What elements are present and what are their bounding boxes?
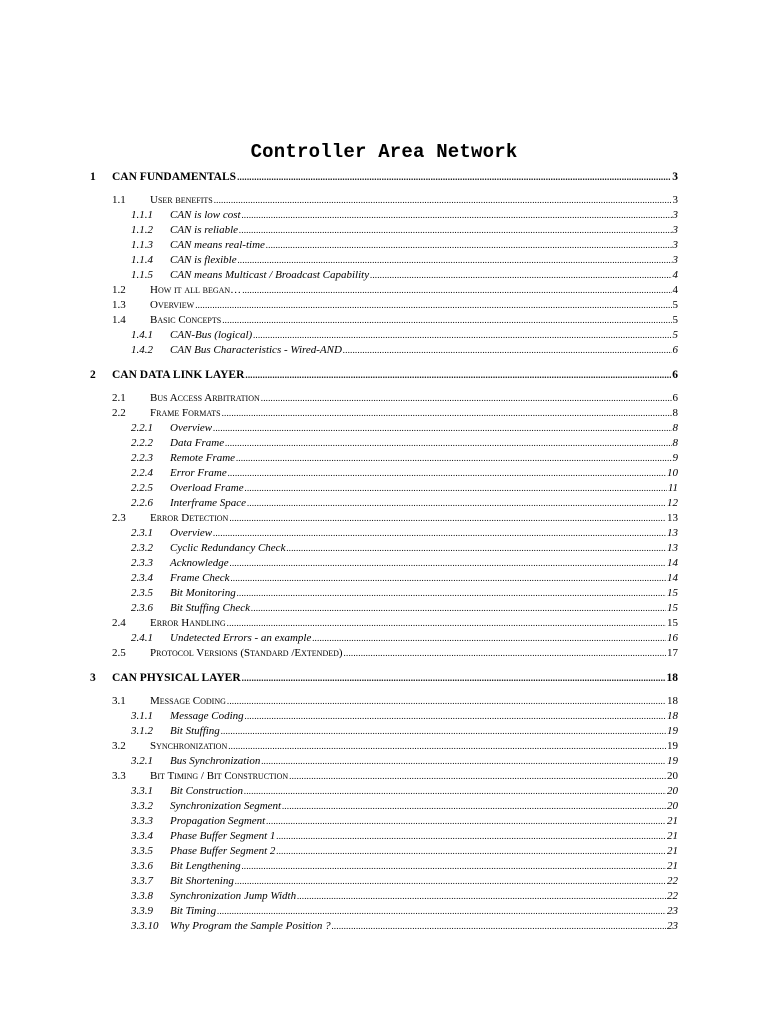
toc-entry-line	[150, 616, 678, 631]
toc-entry-level-3[interactable]	[0, 451, 768, 466]
toc-entry-title[interactable]: Phase Buffer Segment 1	[170, 830, 276, 842]
toc-dot-leader	[213, 421, 671, 436]
toc-entry-number: 3.3.9	[131, 905, 153, 917]
toc-dot-leader	[276, 829, 666, 844]
toc-entry-line	[170, 874, 678, 889]
toc-entry-number: 2.2.3	[131, 452, 153, 464]
toc-page-number: 11	[667, 482, 678, 494]
toc-entry-level-2[interactable]	[0, 298, 768, 313]
toc-entry-level-3[interactable]	[0, 466, 768, 481]
toc-entry-line	[150, 511, 678, 526]
toc-entry-number: 1.2	[112, 284, 126, 296]
toc-page-number: 22	[667, 875, 678, 887]
toc-page-number: 3	[672, 194, 678, 206]
toc-dot-leader	[245, 709, 666, 724]
toc-entry-title[interactable]: Acknowledge	[170, 557, 229, 569]
toc-entry-line	[150, 391, 678, 406]
toc-entry-line	[150, 298, 678, 313]
toc-entry-number: 3.1.1	[131, 710, 153, 722]
toc-entry-line	[170, 709, 678, 724]
toc-entry-line	[170, 814, 678, 829]
toc-dot-leader	[370, 268, 671, 283]
toc-entry-number: 2.2.4	[131, 467, 153, 479]
toc-page-number: 21	[667, 830, 678, 842]
toc-entry-line	[150, 769, 678, 784]
toc-entry-number: 1.1.4	[131, 254, 153, 266]
toc-entry-level-3[interactable]	[0, 724, 768, 739]
toc-dot-leader	[237, 170, 671, 185]
toc-entry-level-3[interactable]	[0, 844, 768, 859]
toc-entry-line	[170, 799, 678, 814]
toc-entry-title[interactable]: Bit Construction	[170, 785, 244, 797]
toc-page-number: 18	[667, 710, 678, 722]
toc-page-number: 21	[667, 815, 678, 827]
toc-entry-line	[112, 170, 678, 185]
toc-entry-title[interactable]: Phase Buffer Segment 2	[170, 845, 276, 857]
toc-page-number: 3	[672, 171, 678, 183]
toc-dot-leader	[235, 874, 666, 889]
toc-page-number: 20	[667, 770, 678, 782]
toc-page-number: 15	[667, 602, 678, 614]
toc-entry-level-3[interactable]	[0, 238, 768, 253]
toc-dot-leader	[239, 223, 671, 238]
toc-entry-line	[170, 268, 678, 283]
toc-entry-line	[150, 694, 678, 709]
toc-dot-leader	[242, 859, 666, 874]
toc-entry-number: 3.1	[112, 695, 126, 707]
toc-entry-line	[170, 343, 678, 358]
toc-entry-level-2[interactable]	[0, 646, 768, 661]
toc-entry-line	[150, 283, 678, 298]
toc-entry-line	[170, 571, 678, 586]
toc-entry-level-1[interactable]	[0, 170, 768, 185]
toc-entry-line	[150, 406, 678, 421]
toc-entry-level-3[interactable]	[0, 571, 768, 586]
toc-entry-line	[170, 631, 678, 646]
toc-entry-number: 3.1.2	[131, 725, 153, 737]
toc-entry-title[interactable]: Bus Synchronization	[170, 755, 261, 767]
toc-entry-level-3[interactable]	[0, 754, 768, 769]
toc-entry-line	[170, 481, 678, 496]
toc-entry-level-1[interactable]	[0, 671, 768, 686]
toc-entry-number: 1.3	[112, 299, 126, 311]
toc-dot-leader	[222, 313, 671, 328]
toc-entry-title[interactable]: How it all began…	[150, 284, 242, 296]
toc-entry-level-3[interactable]	[0, 208, 768, 223]
toc-entry-number: 3	[90, 672, 96, 684]
toc-dot-leader	[253, 328, 671, 343]
toc-entry-number: 3.3.3	[131, 815, 153, 827]
toc-dot-leader	[245, 481, 667, 496]
toc-entry-level-3[interactable]	[0, 268, 768, 283]
toc-entry-line	[170, 541, 678, 556]
toc-entry-level-3[interactable]	[0, 709, 768, 724]
toc-entry-line	[170, 601, 678, 616]
toc-entry-line	[170, 208, 678, 223]
toc-dot-leader	[238, 253, 672, 268]
toc-entry-number: 1.4.2	[131, 344, 153, 356]
toc-page-number: 16	[667, 632, 678, 644]
toc-entry-line	[170, 253, 678, 268]
toc-entry-number: 1.1.5	[131, 269, 153, 281]
toc-entry-number: 2.2.1	[131, 422, 153, 434]
toc-entry-line	[150, 739, 678, 754]
toc-entry-level-3[interactable]	[0, 829, 768, 844]
toc-entry-number: 2.4	[112, 617, 126, 629]
toc-page-number: 4	[672, 269, 678, 281]
toc-entry-title[interactable]: Bit Stuffing	[170, 725, 220, 737]
toc-dot-leader	[251, 601, 666, 616]
toc-page-number: 3	[672, 224, 678, 236]
toc-entry-title[interactable]: Cyclic Redundancy Check	[170, 542, 286, 554]
toc-dot-leader	[195, 298, 671, 313]
toc-entry-line	[170, 328, 678, 343]
toc-entry-level-3[interactable]	[0, 481, 768, 496]
toc-page-number: 22	[667, 890, 678, 902]
toc-entry-level-2[interactable]	[0, 391, 768, 406]
toc-dot-leader	[231, 571, 666, 586]
toc-entry-line	[150, 646, 678, 661]
toc-entry-title[interactable]: Error Frame	[170, 467, 227, 479]
toc-page-number: 21	[667, 860, 678, 872]
toc-page-number: 21	[667, 845, 678, 857]
toc-entry-line	[170, 421, 678, 436]
toc-entry-number: 1.1	[112, 194, 126, 206]
toc-dot-leader	[261, 391, 672, 406]
toc-entry-line	[170, 754, 678, 769]
toc-entry-number: 2.3.2	[131, 542, 153, 554]
toc-dot-leader	[332, 919, 666, 934]
toc-entry-title[interactable]: Overview	[170, 422, 213, 434]
toc-entry-number: 2.2.2	[131, 437, 153, 449]
toc-entry-number: 2.4.1	[131, 632, 153, 644]
toc-entry-number: 3.3.10	[131, 920, 159, 932]
toc-entry-title[interactable]: CAN-Bus (logical)	[170, 329, 253, 341]
toc-entry-level-3[interactable]	[0, 889, 768, 904]
toc-dot-leader	[247, 496, 666, 511]
toc-entry-title[interactable]: Overview	[170, 527, 213, 539]
toc-entry-number: 1.4.1	[131, 329, 153, 341]
toc-entry-level-3[interactable]	[0, 904, 768, 919]
toc-entry-title[interactable]: Data Frame	[170, 437, 225, 449]
toc-dot-leader	[214, 193, 672, 208]
toc-entry-title[interactable]: Undetected Errors - an example	[170, 632, 312, 644]
toc-dot-leader	[228, 739, 666, 754]
toc-page-number: 20	[667, 800, 678, 812]
toc-entry-title[interactable]: CAN FUNDAMENTALS	[112, 171, 237, 183]
toc-entry-level-3[interactable]	[0, 541, 768, 556]
toc-page-number: 8	[672, 437, 678, 449]
toc-entry-line	[170, 466, 678, 481]
toc-page-number: 3	[672, 239, 678, 251]
toc-entry-level-2[interactable]	[0, 406, 768, 421]
toc-entry-number: 3.2	[112, 740, 126, 752]
toc-entry-line	[170, 436, 678, 451]
toc-entry-title[interactable]: Bit Shortening	[170, 875, 234, 887]
toc-dot-leader	[222, 406, 672, 421]
toc-entry-line	[170, 526, 678, 541]
toc-entry-title[interactable]: Why Program the Sample Position ?	[170, 920, 331, 932]
toc-dot-leader	[242, 671, 666, 686]
toc-page-number: 19	[667, 755, 678, 767]
toc-page-number: 19	[667, 740, 678, 752]
toc-dot-leader	[242, 283, 671, 298]
toc-entry-title[interactable]: Remote Frame	[170, 452, 236, 464]
toc-page-number: 5	[672, 299, 678, 311]
toc-entry-level-3[interactable]	[0, 601, 768, 616]
toc-entry-level-3[interactable]	[0, 784, 768, 799]
toc-entry-level-3[interactable]	[0, 421, 768, 436]
toc-entry-number: 3.3.6	[131, 860, 153, 872]
toc-entry-title[interactable]: Bit Lengthening	[170, 860, 241, 872]
toc-entry-number: 3.2.1	[131, 755, 153, 767]
toc-page-number: 15	[667, 617, 678, 629]
toc-dot-leader	[297, 889, 666, 904]
toc-entry-title[interactable]: Synchronization Segment	[170, 800, 282, 812]
toc-entry-level-3[interactable]	[0, 496, 768, 511]
toc-entry-line	[170, 451, 678, 466]
toc-entry-title[interactable]: CAN means real-time	[170, 239, 265, 251]
toc-entry-level-3[interactable]	[0, 799, 768, 814]
toc-entry-number: 3.3	[112, 770, 126, 782]
toc-page-number: 13	[667, 527, 678, 539]
toc-dot-leader	[245, 368, 671, 383]
toc-entry-number: 1.1.3	[131, 239, 153, 251]
toc-dot-leader	[289, 769, 666, 784]
toc-page-number: 15	[667, 587, 678, 599]
toc-entry-level-3[interactable]	[0, 436, 768, 451]
toc-dot-leader	[227, 616, 666, 631]
toc-page-number: 13	[667, 542, 678, 554]
toc-entry-number: 2.3.3	[131, 557, 153, 569]
toc-dot-leader	[217, 904, 666, 919]
toc-entry-level-1[interactable]	[0, 368, 768, 383]
toc-entry-title[interactable]: CAN is flexible	[170, 254, 237, 266]
toc-entry-title[interactable]: CAN Bus Characteristics - Wired-AND	[170, 344, 342, 356]
toc-dot-leader	[213, 526, 666, 541]
toc-page-number: 18	[667, 695, 678, 707]
toc-entry-title[interactable]: Basic Concepts	[150, 314, 222, 326]
toc-entry-title[interactable]: Message Coding	[150, 695, 226, 707]
toc-entry-title[interactable]: CAN is reliable	[170, 224, 239, 236]
toc-entry-line	[170, 844, 678, 859]
toc-entry-level-3[interactable]	[0, 328, 768, 343]
toc-page-number: 23	[667, 905, 678, 917]
toc-entry-title[interactable]: Error Handling	[150, 617, 226, 629]
toc-entry-number: 2.2.6	[131, 497, 153, 509]
toc-page-number: 6	[672, 392, 678, 404]
toc-dot-leader	[261, 754, 666, 769]
toc-entry-level-3[interactable]	[0, 253, 768, 268]
toc-entry-line	[170, 586, 678, 601]
toc-entry-title[interactable]: Frame Check	[170, 572, 230, 584]
toc-entry-title[interactable]: Frame Formats	[150, 407, 221, 419]
toc-page-number: 18	[666, 672, 678, 684]
toc-entry-number: 2.3.1	[131, 527, 153, 539]
toc-entry-level-3[interactable]	[0, 586, 768, 601]
toc-entry-line	[170, 496, 678, 511]
toc-dot-leader	[230, 556, 666, 571]
toc-entry-level-3[interactable]	[0, 814, 768, 829]
toc-entry-title[interactable]: CAN PHYSICAL LAYER	[112, 672, 241, 684]
toc-entry-number: 2.1	[112, 392, 126, 404]
toc-page-number: 3	[672, 209, 678, 221]
toc-entry-number: 1.1.1	[131, 209, 153, 221]
toc-entry-level-2[interactable]	[0, 511, 768, 526]
toc-entry-line	[170, 724, 678, 739]
document-title: Controller Area Network	[250, 141, 518, 163]
toc-dot-leader	[276, 844, 666, 859]
toc-entry-number: 1.4	[112, 314, 126, 326]
toc-entry-line	[170, 859, 678, 874]
toc-entry-line	[112, 368, 678, 383]
toc-entry-level-2[interactable]	[0, 769, 768, 784]
toc-entry-title[interactable]: Overview	[150, 299, 195, 311]
toc-entry-level-2[interactable]	[0, 313, 768, 328]
toc-page-number: 12	[667, 497, 678, 509]
toc-entry-title[interactable]: Error Detection	[150, 512, 229, 524]
toc-page-number: 10	[667, 467, 678, 479]
toc-entry-line	[170, 238, 678, 253]
toc-entry-title[interactable]: Synchronization	[150, 740, 228, 752]
toc-entry-number: 2.2	[112, 407, 126, 419]
toc-page-number: 19	[667, 725, 678, 737]
toc-entry-title[interactable]: Bit Timing / Bit Construction	[150, 770, 289, 782]
toc-entry-title[interactable]: User benefits	[150, 194, 213, 206]
toc-entry-number: 3.3.5	[131, 845, 153, 857]
toc-page-number: 5	[672, 329, 678, 341]
toc-page-number: 8	[672, 422, 678, 434]
toc-entry-level-3[interactable]	[0, 556, 768, 571]
toc-page-number: 14	[667, 557, 678, 569]
toc-entry-number: 2.3.4	[131, 572, 153, 584]
toc-entry-level-3[interactable]	[0, 343, 768, 358]
toc-page-number: 17	[667, 647, 678, 659]
toc-entry-title[interactable]: Bit Timing	[170, 905, 217, 917]
toc-entry-title[interactable]: Protocol Versions (Standard /Extended)	[150, 647, 343, 659]
toc-dot-leader	[344, 646, 666, 661]
toc-entry-level-2[interactable]	[0, 283, 768, 298]
toc-entry-title[interactable]: Bus Access Arbitration	[150, 392, 260, 404]
toc-entry-line	[170, 889, 678, 904]
toc-page-number: 4	[672, 284, 678, 296]
toc-entry-title[interactable]: Bit Stuffing Check	[170, 602, 251, 614]
table-of-contents	[0, 170, 768, 934]
toc-entry-level-2[interactable]	[0, 694, 768, 709]
toc-dot-leader	[282, 799, 666, 814]
toc-entry-line	[150, 313, 678, 328]
toc-page-number: 8	[672, 407, 678, 419]
toc-entry-level-3[interactable]	[0, 874, 768, 889]
toc-entry-title[interactable]: Bit Monitoring	[170, 587, 236, 599]
toc-entry-title[interactable]: Overload Frame	[170, 482, 244, 494]
toc-entry-number: 3.3.1	[131, 785, 153, 797]
toc-entry-level-2[interactable]	[0, 616, 768, 631]
toc-dot-leader	[237, 586, 666, 601]
toc-entry-line	[170, 556, 678, 571]
toc-dot-leader	[229, 511, 666, 526]
toc-entry-number: 3.3.4	[131, 830, 153, 842]
toc-entry-title[interactable]: Interframe Space	[170, 497, 247, 509]
toc-page-number: 9	[672, 452, 678, 464]
toc-dot-leader	[343, 343, 672, 358]
toc-entry-number: 1.1.2	[131, 224, 153, 236]
toc-dot-leader	[286, 541, 666, 556]
toc-entry-line	[170, 904, 678, 919]
toc-entry-title[interactable]: Message Coding	[170, 710, 244, 722]
toc-dot-leader	[221, 724, 666, 739]
toc-entry-title[interactable]: Propagation Segment	[170, 815, 266, 827]
toc-entry-number: 2.3.6	[131, 602, 153, 614]
toc-page-number: 13	[667, 512, 678, 524]
toc-entry-number: 2.2.5	[131, 482, 153, 494]
toc-page-number: 6	[672, 369, 678, 381]
toc-page-number: 20	[667, 785, 678, 797]
toc-dot-leader	[242, 208, 672, 223]
toc-dot-leader	[227, 694, 666, 709]
toc-dot-leader	[266, 814, 666, 829]
toc-entry-number: 2.3.5	[131, 587, 153, 599]
toc-entry-level-3[interactable]	[0, 859, 768, 874]
toc-entry-number: 2	[90, 369, 96, 381]
toc-entry-level-3[interactable]	[0, 223, 768, 238]
toc-entry-title[interactable]: CAN means Multicast / Broadcast Capability	[170, 269, 370, 281]
toc-entry-title[interactable]: CAN DATA LINK LAYER	[112, 369, 245, 381]
toc-entry-number: 3.3.2	[131, 800, 153, 812]
toc-entry-line	[150, 193, 678, 208]
toc-page-number: 3	[672, 254, 678, 266]
toc-entry-level-3[interactable]	[0, 919, 768, 934]
toc-entry-line	[170, 223, 678, 238]
toc-entry-number: 2.5	[112, 647, 126, 659]
toc-entry-line	[112, 671, 678, 686]
toc-dot-leader	[244, 784, 666, 799]
toc-entry-title[interactable]: Synchronization Jump Width	[170, 890, 297, 902]
toc-page-number: 23	[667, 920, 678, 932]
toc-page-number: 5	[672, 314, 678, 326]
toc-entry-number: 3.3.8	[131, 890, 153, 902]
toc-entry-line	[170, 919, 678, 934]
toc-entry-number: 2.3	[112, 512, 126, 524]
toc-page-number: 6	[672, 344, 678, 356]
toc-entry-number: 3.3.7	[131, 875, 153, 887]
toc-dot-leader	[228, 466, 666, 481]
toc-dot-leader	[236, 451, 671, 466]
toc-dot-leader	[312, 631, 666, 646]
toc-entry-line	[170, 784, 678, 799]
toc-entry-level-2[interactable]	[0, 739, 768, 754]
toc-dot-leader	[225, 436, 671, 451]
toc-entry-level-3[interactable]	[0, 631, 768, 646]
toc-entry-level-3[interactable]	[0, 526, 768, 541]
toc-entry-line	[170, 829, 678, 844]
toc-page-number: 14	[667, 572, 678, 584]
toc-entry-title[interactable]: CAN is low cost	[170, 209, 241, 221]
toc-dot-leader	[266, 238, 672, 253]
toc-entry-number: 1	[90, 171, 96, 183]
toc-entry-level-2[interactable]	[0, 193, 768, 208]
